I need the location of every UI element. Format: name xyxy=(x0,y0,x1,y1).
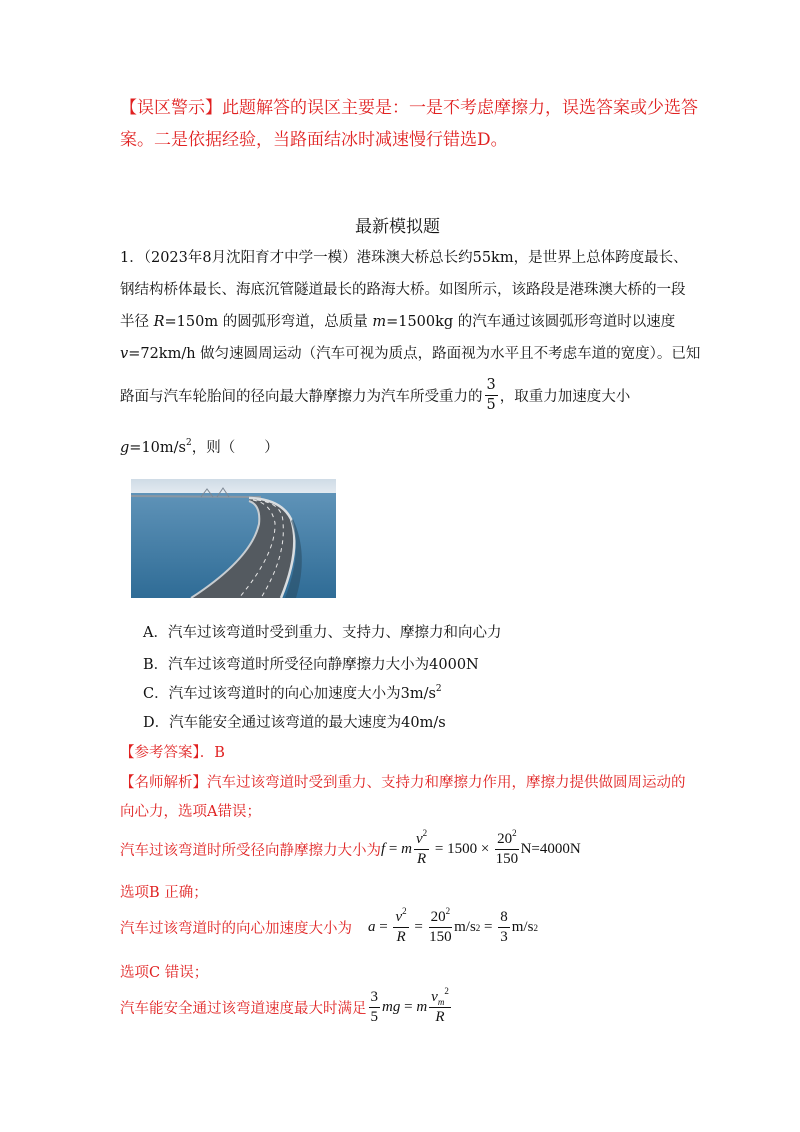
den: 150 xyxy=(495,851,519,867)
eq: = xyxy=(400,999,417,1015)
option-c-sup: 2 xyxy=(435,684,442,694)
question-line-6 xyxy=(120,436,279,457)
q5-text-a: 路面与汽车轮胎间的径向最大静摩擦力为汽车所受重力的 xyxy=(120,388,483,405)
den: 3 xyxy=(500,929,508,945)
symbol-m: m xyxy=(401,841,412,857)
sup: 2 xyxy=(445,906,451,916)
verdict-b: 选项B 正确； xyxy=(120,885,208,901)
sup: 2 xyxy=(444,986,449,996)
verdict-c: 选项C 错误； xyxy=(120,965,209,981)
unit: m/s xyxy=(454,919,476,935)
acceleration-formula-line xyxy=(120,906,538,945)
fraction-v2-R xyxy=(393,906,408,945)
eq: = xyxy=(375,919,392,935)
friction-text: 汽车过该弯道时所受径向静摩擦力大小为 xyxy=(120,843,381,859)
max-speed-text: 汽车能安全通过该弯道速度最大时满足 xyxy=(120,1001,367,1017)
symbol-v: v xyxy=(120,346,129,362)
question-line-1: 1．（2023年8月沈阳育才中学一模）港珠澳大桥总长约55km，是世界上总体跨度最长、 xyxy=(120,250,688,266)
acceleration-text: 汽车过该弯道时的向心加速度大小为 xyxy=(120,921,352,937)
question-line-2: 钢结构桥体最长、海底沉管隧道最长的路海大桥。如图所示，该路段是港珠澳大桥的一段 xyxy=(120,282,686,298)
friction-formula xyxy=(381,828,581,867)
symbol-m: m xyxy=(372,314,387,330)
q4-text: =72km/h 做匀速圆周运动（汽车可视为质点，路面视为水平且不考虑车道的宽度）。已知 xyxy=(128,346,701,362)
sub: m xyxy=(437,997,445,1007)
section-title: 最新模拟题 xyxy=(355,217,440,237)
sup: 2 xyxy=(402,906,407,916)
fraction-400-150 xyxy=(495,828,519,867)
friction-result: N=4000N xyxy=(520,841,581,857)
eq: = xyxy=(480,919,497,935)
num: 8 xyxy=(498,910,510,928)
fraction-v2-R xyxy=(414,828,429,867)
reference-answer: 【参考答案】．B xyxy=(120,745,225,761)
bridge-photo xyxy=(131,479,336,598)
option-d: D．汽车能安全通过该弯道的最大速度为40m/s xyxy=(143,715,446,731)
option-a: A．汽车过该弯道时受到重力、支持力、摩擦力和向心力 xyxy=(143,625,502,641)
eq: = xyxy=(410,919,427,935)
eq: = xyxy=(385,841,402,857)
acceleration-formula: a = $\frac{v^2}{R}$ = $\frac{20^2}{150}$ m/s 2 = $\frac{8}{3}$ m/s 2 xyxy=(368,906,538,945)
den: 150 xyxy=(429,929,452,945)
q3-text-b: =150m 的圆弧形弯道，总质量 xyxy=(164,314,373,330)
friction-formula-line xyxy=(120,828,581,867)
max-speed-formula xyxy=(367,986,453,1025)
symbol-a: a xyxy=(368,919,376,935)
fraction-den: 5 xyxy=(486,396,496,413)
num: 3 xyxy=(369,990,381,1008)
question-line-5 xyxy=(120,378,630,412)
q6-sup: 2 xyxy=(185,438,192,448)
symbol-m: m xyxy=(416,999,428,1015)
q5-text-b: ，取重力加速度大小 xyxy=(499,388,631,405)
symbol-R: R xyxy=(153,314,165,330)
max-speed-formula-line xyxy=(120,986,453,1025)
fraction-8-3 xyxy=(498,910,510,945)
fraction-num: 3 xyxy=(485,378,498,396)
fraction-three-fifths xyxy=(369,990,381,1025)
num: 20 xyxy=(497,831,513,847)
warning-line-2: 案。二是依据经验，当路面结冰时减速慢行错选D。 xyxy=(120,130,508,150)
analysis-line-2: 向心力，选项A错误； xyxy=(120,804,261,820)
unit: m/s xyxy=(511,919,534,935)
sup: 2 xyxy=(512,828,517,838)
eq-1500: = 1500 × xyxy=(431,841,494,857)
question-line-3 xyxy=(120,310,675,331)
option-b: B．汽车过该弯道时所受径向静摩擦力大小为4000N xyxy=(143,657,479,673)
warning-line-1: 【误区警示】此题解答的误区主要是：一是不考虑摩擦力，误选答案或少选答 xyxy=(120,98,698,118)
num: 20 xyxy=(430,909,446,925)
question-line-4 xyxy=(120,342,700,363)
analysis-line-1: 【名师解析】汽车过该弯道时受到重力、支持力和摩擦力作用，摩擦力提供做圆周运动的 xyxy=(120,775,686,791)
den: 5 xyxy=(370,1009,378,1025)
option-c xyxy=(143,682,442,703)
option-c-text: C．汽车过该弯道时的向心加速度大小为3m/s xyxy=(143,686,436,702)
q6-text-b: ，则（ ） xyxy=(191,440,279,456)
symbol-v: v xyxy=(395,909,403,925)
symbol-v: v xyxy=(431,989,438,1005)
q3-text-c: =1500kg 的汽车通过该圆弧形弯道时以速度 xyxy=(386,314,676,330)
symbol-f: f xyxy=(381,841,386,857)
q3-text-a: 半径 xyxy=(120,314,154,330)
symbol-g: g xyxy=(120,440,130,456)
sup: 2 xyxy=(422,828,428,838)
symbol-v: v xyxy=(415,831,423,847)
symbol-mg: mg xyxy=(382,999,401,1015)
q6-text-a: =10m/s xyxy=(129,440,186,456)
symbol-R: R xyxy=(435,1009,445,1025)
fraction-vm2-R xyxy=(429,986,451,1025)
symbol-R: R xyxy=(416,851,427,867)
symbol-R: R xyxy=(396,929,406,945)
fraction-400-150 xyxy=(429,906,453,945)
fraction-three-fifths xyxy=(485,378,498,412)
